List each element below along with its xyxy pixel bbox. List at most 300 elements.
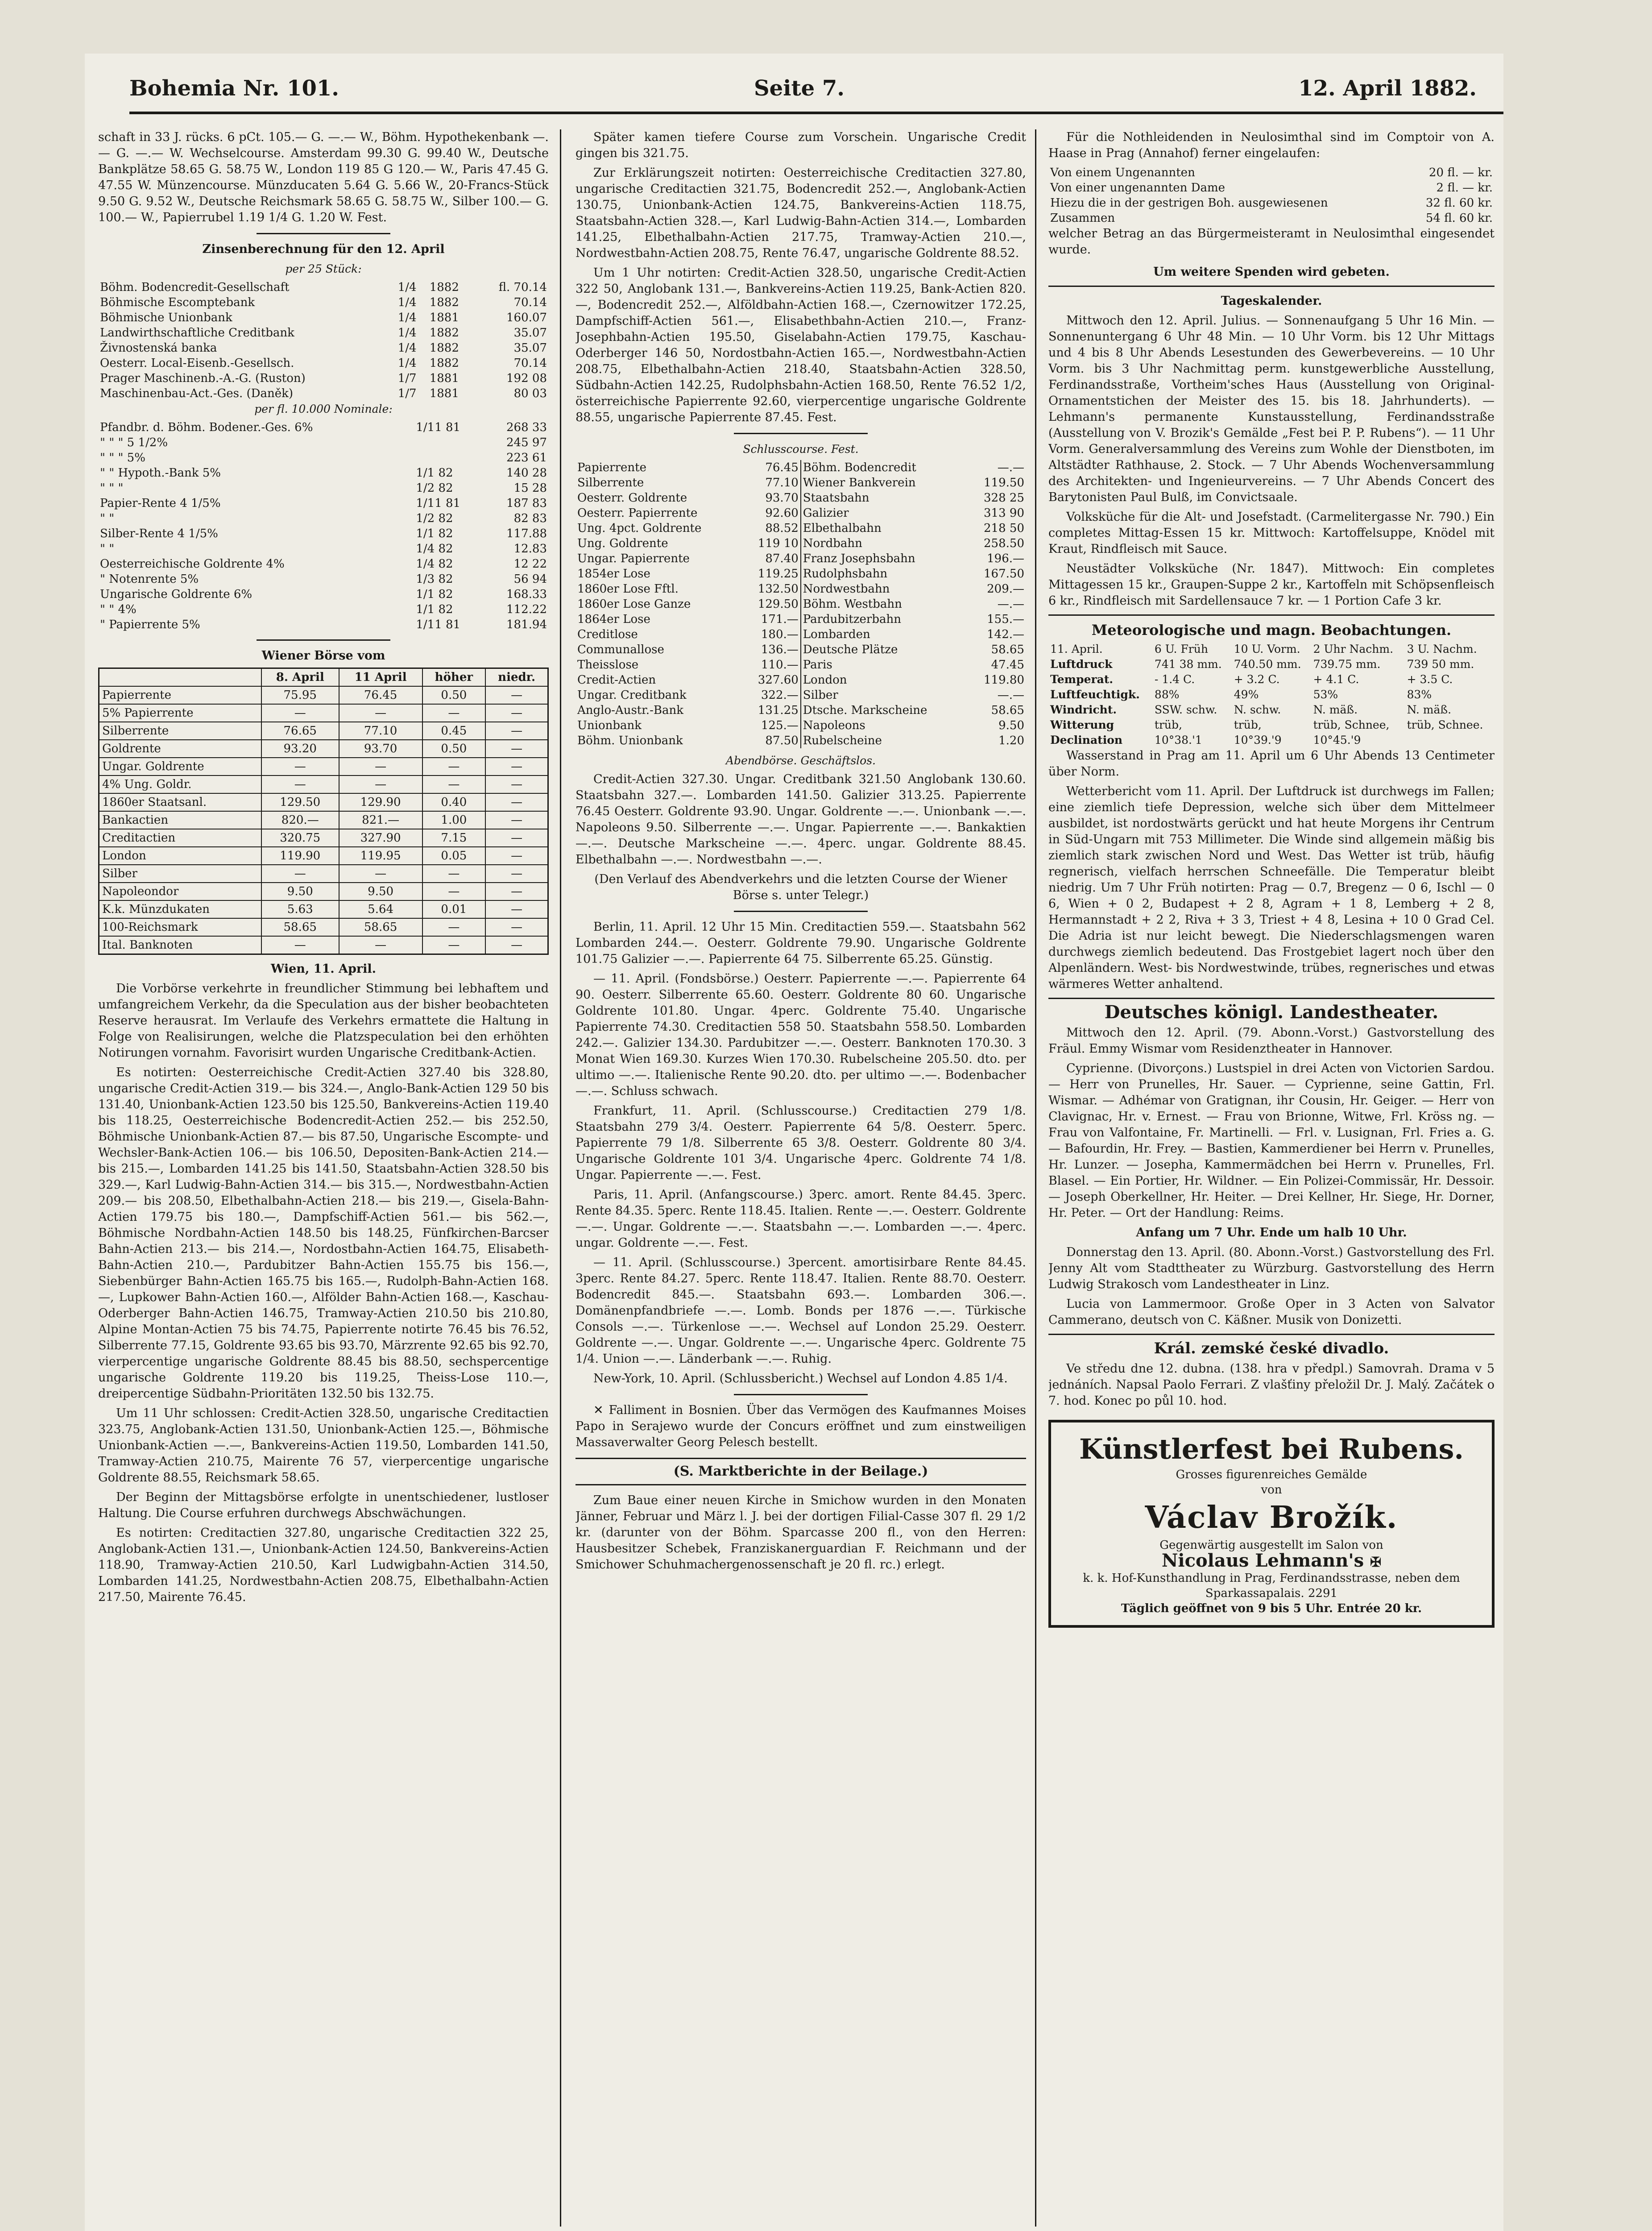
security-name: Communallose [577, 643, 664, 656]
price-cell: — [339, 758, 422, 775]
security-name: Papierrente [99, 686, 261, 704]
table-row [576, 566, 1026, 581]
price-cell: — [261, 704, 339, 722]
theater-paragraph: Lucia von Lammermoor. Große Oper in 3 Acten von Salvator Cammerano, deutsch von C. Käßner. Musik von Donizetti. [1048, 1297, 1495, 1327]
year: 1882 [429, 357, 459, 370]
fraction: 1/4 [397, 326, 417, 340]
price-cell: — [485, 722, 548, 740]
amount: 140 28 [506, 466, 547, 480]
fonds-paragraph: — 11. April. (Fondsbörse.) Oesterr. Papierrente —.—. Papierrente 64 90. Oesterr. Silberrente 65.60. Oesterr. Goldrente 80 60. Ungarische Goldrente 101.80. Ungar. 4perc. Goldrente 75.40. Ungarische Papierrente 74.30. Creditactien 558 50. Staatsbahn 558.50. Lombarden 242.—. Galizier 134.30. Pardubitzer —.—. Oesterr. Banknoten 170.30. 3 Monat Wien 169.30. Kurzes Wien 170.30. Rubelscheine 205.50. dto. per ultimo —.—. Italienische Rente 90.20. dto. per ultimo —.—. Bodenbacher —.—. Schluss schwach. [576, 972, 1026, 1098]
masthead-date: 12. April 1882. [1298, 76, 1477, 101]
table-row [99, 686, 548, 704]
table-row [99, 704, 548, 722]
wasserstand-paragraph: Wasserstand in Prag am 11. April um 6 Uhr Abends 13 Centimeter über Norm. [1048, 749, 1495, 779]
table-row [576, 536, 1026, 551]
zinsen-subtitle: per 25 Stück: [285, 262, 362, 275]
amount: 35.07 [513, 326, 547, 340]
amount: 268 33 [506, 421, 547, 434]
security-name: 5% Papierrente [99, 704, 261, 722]
measure-value: trüb, Schnee. [1407, 718, 1483, 731]
table-row [576, 657, 1026, 672]
theater-paragraph: Mittwoch den 12. April. (79. Abonn.-Vorst.) Gastvorstellung des Fräul. Emmy Wismar vom Residenztheater in Hannover. [1048, 1026, 1495, 1056]
measure-value: + 4.1 C. [1313, 673, 1359, 686]
year: 1882 [429, 341, 459, 355]
price-cell: 131.25 [742, 703, 801, 718]
ad-subline: Grosses figurenreiches Gemälde [1176, 1468, 1367, 1481]
price-cell: 328 25 [984, 491, 1024, 505]
notleid-paragraph: Für die Nothleidenden in Neulosimthal sind im Comptoir von A. Haase in Prag (Annahof) ferner eingelaufen: [1048, 130, 1495, 160]
security-name: Böhmische Escomptebank [100, 296, 255, 309]
year: 1882 [429, 296, 459, 309]
marktberichte-banner: (S. Marktberichte in der Beilage.) [576, 1458, 1026, 1485]
security-name: Silberrente [99, 722, 261, 740]
rubens-advertisement [1048, 1420, 1495, 1628]
measure-value: 88% [1154, 688, 1180, 701]
table-row [1048, 657, 1495, 672]
table-row [98, 587, 549, 602]
table-row [98, 280, 549, 295]
table-row [98, 420, 549, 435]
nominale-subtitle: per fl. 10.000 Nominale: [254, 402, 393, 415]
amount: 112.22 [506, 603, 547, 616]
security-name: Oesterreichische Goldrente 4% [100, 557, 285, 571]
table-row [576, 672, 1026, 688]
security-name: Ung. 4pct. Goldrente [577, 522, 702, 535]
table-row [576, 718, 1026, 733]
fraction: 1/7 [397, 372, 417, 385]
ad-headline: Künstlerfest bei Rubens. [1079, 1433, 1464, 1465]
price-cell: 322.— [742, 688, 801, 703]
table-row [98, 340, 549, 356]
table-row [576, 460, 1026, 475]
measure-value: trüb, [1154, 718, 1182, 731]
security-name: Böhm. Westbahn [803, 597, 902, 611]
price-cell: —.— [997, 461, 1024, 474]
price-cell: 119.80 [984, 673, 1024, 687]
security-name: Goldrente [99, 740, 261, 758]
security-name: Silber-Rente 4 1/5% [100, 527, 218, 540]
amount: 54 fl. 60 kr. [1425, 211, 1493, 225]
year: 1881 [429, 387, 459, 400]
column-header: 3 U. Nachm. [1407, 643, 1477, 655]
price-cell: 821.— [339, 811, 422, 829]
coupon-date: 1/1 82 [416, 527, 453, 540]
security-name: Böhm. Bodencredit-Gesellschaft [100, 281, 290, 294]
security-name: " Notenrente 5% [100, 572, 199, 586]
security-name: Napoleondor [99, 883, 261, 900]
tageskalender-paragraph: Mittwoch den 12. April. Julius. — Sonnenaufgang 5 Uhr 16 Min. — Sonnenuntergang 6 Uhr 48 Min. — 10 Uhr Vorm. bis 12 Uhr Mittags und 4 bis 8 Uhr Abends Lesestunden des Gewerbevereins. — 10 Uhr Vorm. bis 3 Uhr Nachmittag perm. kunstgewerbliche Ausstellung, Ferdinandsstraße, Vortheim'sches Haus (Ausstellung von Original-Ornamentstichen der Meister des 15. bis 18. Jahrhunderts). — Lehmann's permanente Kunstausstellung, Ferdinandsstraße (Ausstellung von V. Brozik's Gemälde „Fest bei P. P. Rubens“). — 11 Uhr Vorm. Generalversammlung des Vereins zum Wohle der Dienstboten, im Altstädter Rathhause, 2. Stock. — 7 Uhr Abends Wochenversammlung des Architekten- und Ingenieurvereins. — 7 Uhr Abends Concert des Barytonisten Paul Bulß, im Convictsaale. [1048, 314, 1495, 504]
security-name: Ungarische Goldrente 6% [100, 588, 253, 601]
price-cell: — [485, 686, 548, 704]
table-row [576, 688, 1026, 703]
security-name: Nordwestbahn [803, 582, 890, 596]
price-cell: 125.— [742, 718, 801, 733]
price-cell: — [339, 865, 422, 883]
table-row [98, 617, 549, 632]
price-cell: 1.00 [422, 811, 486, 829]
table-row [1048, 702, 1495, 717]
year: 1881 [429, 372, 459, 385]
price-cell: 0.40 [422, 793, 486, 811]
security-name: Bankactien [99, 811, 261, 829]
amount: 12.83 [513, 542, 547, 556]
abend-note: (Den Verlauf des Abendverkehrs und die letzten Course der Wiener Börse s. unter Telegr.) [594, 872, 1007, 902]
measure-name: Luftdruck [1050, 658, 1113, 671]
measure-value: + 3.5 C. [1407, 673, 1453, 686]
price-cell: — [485, 865, 548, 883]
table-row [99, 829, 548, 847]
fraction: 1/4 [397, 296, 417, 309]
table-row [99, 900, 548, 918]
paris-paragraph: Paris, 11. April. (Anfangscourse.) 3perc. amort. Rente 84.45. 3perc. Rente 84.35. 5perc. Rente 118.45. Italien. Rente —.—. Oesterr. Goldrente —.—. Ungar. Goldrente —.—. Staatsbahn —.—. Lombarden —.—. 4perc. ungar. Goldrente —.—. Fest. [576, 1188, 1026, 1250]
price-cell: 76.45 [742, 460, 801, 475]
price-cell: — [339, 704, 422, 722]
coupon-date: 1/4 82 [416, 557, 453, 571]
coupon-date: 1/1 82 [416, 588, 453, 601]
abend-title: Abendbörse. Geschäftslos. [725, 754, 876, 767]
coupon-date: 1/2 82 [416, 512, 453, 525]
separator [257, 233, 390, 234]
spenden-table [1048, 165, 1495, 226]
security-name: Oesterr. Papierrente [577, 506, 698, 520]
wiener-boerse-table [98, 668, 549, 955]
amount: 32 fl. 60 kr. [1425, 196, 1493, 210]
separator [734, 911, 868, 912]
price-cell: 76.45 [339, 686, 422, 704]
security-name: 1860er Staatsanl. [99, 793, 261, 811]
price-cell: 119.90 [261, 847, 339, 865]
security-name: 4% Ung. Goldr. [99, 775, 261, 793]
theater-paragraph: Cyprienne. (Divorçons.) Lustspiel in drei Acten von Victorien Sardou. — Herr von Prunelles, Hr. Sauer. — Cyprienne, seine Gattin, Frl. Wismar. — Adhémar von Gratignan, ihr Cousin, Hr. Geiger. — Herr von Clavignac, Hr. v. Ernest. — Frau von Brionne, Witwe, Frl. Kröss ng. — Frau von Valfontaine, Fr. Martinelli. — Frl. v. Lusignan, Frl. Fries a. G. — Bafourdin, Hr. Frey. — Bastien, Kammerdiener bei Herrn v. Prunelles, Hr. Lunzer. — Josepha, Kammermädchen bei Herrn v. Prunelles, Frl. Blasel. — Ein Portier, Hr. Wildner. — Ein Polizei-Commissär, Hr. Dessoir. — Joseph Oberkellner, Hr. Heiter. — Drei Kellner, Hr. Siege, Hr. Dorner, Hr. Peter. — Ort der Handlung: Reims. [1048, 1062, 1495, 1220]
price-cell: 258.50 [984, 537, 1024, 550]
amount: 181.94 [506, 618, 547, 631]
price-cell: 171.— [742, 612, 801, 627]
wien-paragraph: Der Beginn der Mittagsbörse erfolgte in unentschiedener, lustloser Haltung. Die Course erfuhren durchwegs Abschwächungen. [98, 1490, 549, 1520]
price-cell: 196.— [987, 552, 1024, 565]
price-cell: 129.90 [339, 793, 422, 811]
security-name: " " 4% [100, 603, 137, 616]
table-row [1048, 717, 1495, 733]
price-cell: — [485, 829, 548, 847]
measure-value: trüb, Schnee, [1313, 718, 1390, 731]
table-row [99, 722, 548, 740]
nominale-table [98, 420, 549, 632]
price-cell: 0.01 [422, 900, 486, 918]
coupon-date: 1/11 81 [416, 497, 461, 510]
table-row [99, 865, 548, 883]
price-cell: 9.50 [998, 719, 1024, 732]
price-cell: — [261, 758, 339, 775]
wien-title: Wien, 11. April. [270, 962, 377, 976]
price-cell: 119.50 [984, 476, 1024, 489]
table-row [98, 572, 549, 587]
paris-paragraph: — 11. April. (Schlusscourse.) 3percent. amortisirbare Rente 84.45. 3perc. Rente 84.27. 5perc. Rente 118.47. Italien. Rente 88.70. Oesterr. Bodencredit 845.—. Staatsbahn 693.—. Lombarden 306.—. Domänenpfandbriefe —.—. Lomb. Bonds per 1876 —.—. Türkische Consols —.—. Türkenlose —.—. Wechsel auf London 25.29. Oesterr. Goldrente —.—. Ungar. Goldrente —.—. Ungarische 4perc. Goldrente 75 1/4. Union —.—. Länderbank —.—. Ruhig. [576, 1256, 1026, 1366]
price-cell: — [261, 936, 339, 954]
price-cell: — [485, 847, 548, 865]
amount: 70.14 [513, 296, 547, 309]
year: 1881 [429, 311, 459, 324]
price-cell: 47.45 [991, 658, 1024, 672]
fraction: 1/4 [397, 357, 417, 370]
tageskalender-title: Tageskalender. [1221, 294, 1322, 308]
security-name: London [803, 673, 847, 687]
masthead-page-number: Seite 7. [754, 76, 845, 101]
schluss-title: Schlusscourse. Fest. [743, 443, 859, 456]
security-name: Pardubitzerbahn [803, 613, 901, 626]
divadlo-title: Král. zemské české divadlo. [1154, 1339, 1389, 1357]
column-header: 8. April [261, 668, 339, 687]
table-row [98, 602, 549, 617]
table-row [1048, 733, 1495, 748]
fraction: 1/4 [397, 281, 417, 294]
price-cell: 58.65 [991, 704, 1024, 717]
security-name: Creditlose [577, 628, 638, 641]
price-cell: 77.10 [742, 475, 801, 490]
price-cell: 93.20 [261, 740, 339, 758]
meteo-table [1048, 642, 1495, 748]
separator [1048, 998, 1495, 999]
amount: 80 03 [513, 387, 547, 400]
security-name: Deutsche Plätze [803, 643, 898, 656]
price-cell: 75.95 [261, 686, 339, 704]
price-cell: 327.60 [742, 672, 801, 688]
price-cell: — [485, 918, 548, 936]
year: 1882 [429, 281, 459, 294]
security-name: Theisslose [577, 658, 639, 672]
price-cell: 0.50 [422, 740, 486, 758]
security-name: " Papierrente 5% [100, 618, 200, 631]
price-cell: 87.40 [742, 551, 801, 566]
table-row [576, 703, 1026, 718]
column-header: 2 Uhr Nachm. [1313, 643, 1394, 655]
security-name: Oesterr. Goldrente [577, 491, 687, 505]
security-name: Lombarden [803, 628, 870, 641]
measure-value: - 1.4 C. [1154, 673, 1195, 686]
price-cell: 92.60 [742, 506, 801, 521]
security-name: Ungar. Papierrente [577, 552, 690, 565]
security-name: Papierrente [577, 461, 646, 474]
price-cell: — [261, 865, 339, 883]
security-name: " " Hypoth.-Bank 5% [100, 466, 221, 480]
security-name: " " " 5% [100, 451, 145, 464]
landestheater-title: Deutsches königl. Landestheater. [1104, 1002, 1439, 1023]
amount: 20 fl. — kr. [1428, 166, 1493, 179]
coupon-date: 1/3 82 [416, 572, 453, 586]
measure-value: 10°45.'9 [1313, 734, 1361, 746]
price-cell: 5.63 [261, 900, 339, 918]
table-row [98, 481, 549, 496]
price-cell: 136.— [742, 642, 801, 657]
exchange-intro: schaft in 33 J. rücks. 6 pCt. 105.— G. —.— W., Böhm. Hypothekenbank —.— G. —.— W. Wechselcourse. Amsterdam 99.30 G. 99.40 W., Deutsche Bankplätze 58.65 G. 58.75 W., London 119 85 G 120.— W., Paris 47.45 G. 47.55 W. Münzencourse. Münzducaten 5.64 G. 5.66 W., 20-Francs-Stück 9.50 G. 9.52 W., Deutsche Reichsmark 58.65 G. 58.75 W., Silber 100.— G. 100.— W., Papierrubel 1.19 1/4 G. 1.20 W. Fest. [98, 130, 549, 224]
measure-value: N. mäß. [1313, 703, 1358, 716]
price-cell: 88.52 [742, 521, 801, 536]
price-cell: — [485, 740, 548, 758]
security-name: Unionbank [577, 719, 642, 732]
donor: Von einem Ungenannten [1050, 166, 1195, 179]
boerse-title: Wiener Börse vom [261, 649, 385, 663]
table-row [99, 740, 548, 758]
price-cell: 119.95 [339, 847, 422, 865]
price-cell: 58.65 [261, 918, 339, 936]
measure-value: 739 50 mm. [1407, 658, 1474, 671]
price-cell: — [485, 811, 548, 829]
measure-value: 10°38.'1 [1154, 734, 1202, 746]
security-name: Elbethalbahn [803, 522, 882, 535]
donor: Von einer ungenannten Dame [1050, 181, 1226, 195]
separator [1048, 1334, 1495, 1335]
theater-times: Anfang um 7 Uhr. Ende um halb 10 Uhr. [1136, 1226, 1407, 1240]
frankfurt-paragraph: Frankfurt, 11. April. (Schlusscourse.) Creditactien 279 1/8. Staatsbahn 279 3/4. Oesterr. Papierrente 64 5/8. Oesterr. 5perc. Papierrente 79 1/8. Silberrente 65 3/8. Oesterr. Goldrente 80 3/4. Ungarische Goldrente 101 3/4. Ungarische 4perc. Goldrente 74 1/8. Ungar. Papierrente —.—. Fest. [576, 1104, 1026, 1182]
security-name: Anglo-Austr.-Bank [577, 704, 683, 717]
column-divider [560, 129, 561, 2227]
abend-paragraph: Credit-Actien 327.30. Ungar. Creditbank 321.50 Anglobank 130.60. Staatsbahn 327.—. Lombarden 141.50. Galizier 313.25. Papierrente 76.45 Oesterr. Goldrente 93.90. Ungar. Goldrente —.—. Unionbank —.—. Napoleons 9.50. Silberrente —.—. Ungar. Papierrente —.—. Bankaktien —.—. Deutsche Markscheine —.—. 4perc. ungar. Goldrente 88.45. Elbethalbahn —.—. Nordwestbahn —.—. [576, 772, 1026, 867]
price-cell: — [485, 793, 548, 811]
column-divider [1035, 129, 1036, 2227]
security-name: Ungar. Creditbank [577, 688, 687, 702]
amount: 70.14 [513, 357, 547, 370]
security-name: Silber [99, 865, 261, 883]
price-cell: — [485, 936, 548, 954]
measure-value: 739.75 mm. [1313, 658, 1381, 671]
column-header: 10 U. Vorm. [1234, 643, 1300, 655]
security-name: Nordbahn [803, 537, 862, 550]
price-cell: 129.50 [742, 597, 801, 612]
masthead-title: Bohemia Nr. 101. [129, 76, 339, 101]
measure-value: SSW. schw. [1154, 703, 1217, 716]
separator [1048, 286, 1495, 287]
column-header [99, 668, 261, 687]
cross-icon: ✕ [593, 1403, 609, 1417]
newspaper-page [85, 54, 1503, 2231]
security-name: " " [100, 542, 115, 556]
column-header: 6 U. Früh [1154, 643, 1208, 655]
price-cell: 820.— [261, 811, 339, 829]
table-row [1048, 165, 1495, 180]
security-name: Oesterr. Local-Eisenb.-Gesellsch. [100, 357, 294, 370]
price-cell: 93.70 [742, 490, 801, 506]
fraction: 1/4 [397, 311, 417, 324]
table-row [98, 556, 549, 572]
coupon-date: 1/1 82 [416, 466, 453, 480]
table-row [1048, 672, 1495, 687]
price-cell: 167.50 [984, 567, 1024, 581]
theater-paragraph: Donnerstag den 13. April. (80. Abonn.-Vorst.) Gastvorstellung des Frl. Jenny Alt vom Stadttheater zu Würzburg. Gastvorstellung des Herrn Ludwig Strakosch vom Landestheater in Linz. [1048, 1245, 1495, 1291]
table-row [1048, 180, 1495, 195]
divadlo-paragraph: Ve středu dne 12. dubna. (138. hra v předpl.) Samovrah. Drama v 5 jednáních. Napsal Paolo Ferrari. Z vlašťiny přeložil Dr. J. Malý. Začátek o 7. hod. Konec po půl 10. hod. [1048, 1362, 1495, 1408]
measure-value: 83% [1407, 688, 1432, 701]
table-row [576, 581, 1026, 597]
table-row [576, 597, 1026, 612]
market-paragraph: Zur Erklärungszeit notirten: Oesterreichische Creditactien 327.80, ungarische Creditactien 321.75, Bodencredit 252.—, Anglobank-Actien 130.75, Unionbank-Actien 124.75, Bankvereins-Actien 118.75, Staatsbahn-Actien 328.—, Karl Ludwig-Bahn-Actien 314.—, Lombarden 141.25, Elbethalbahn-Actien 217.75, Tramway-Actien 210.—, Nordwestbahn-Actien 208.75, Rente 76.47, ungarische Goldrente 88.52. [576, 166, 1026, 260]
amount: 12 22 [513, 557, 547, 571]
donor: Zusammen [1050, 211, 1115, 225]
table-row [98, 356, 549, 371]
table-row [576, 551, 1026, 566]
table-row [98, 450, 549, 465]
table-row [576, 506, 1026, 521]
amount: 245 97 [506, 436, 547, 449]
price-cell: 129.50 [261, 793, 339, 811]
security-name: London [99, 847, 261, 865]
column-2 [576, 129, 1026, 2227]
security-name: Ital. Banknoten [99, 936, 261, 954]
security-name: 1860er Lose Fftl. [577, 582, 679, 596]
table-header-row [99, 668, 548, 687]
table-row [576, 612, 1026, 627]
newyork-paragraph: New-York, 10. April. (Schlussbericht.) Wechsel auf London 4.85 1/4. [593, 1372, 1008, 1385]
fraction: 1/7 [397, 387, 417, 400]
kirche-paragraph: Zum Baue einer neuen Kirche in Smichow wurden in den Monaten Jänner, Februar und März l. J. bei der dortigen Filial-Casse 307 fl. 29 1/2 kr. (darunter von der Böhm. Sparcasse 200 fl., von den Herren: Hausbesitzer Schebek, Franziskanerguardian F. Reichmann und der Smichower Schuhmachergenossenschaft je 20 fl. rc.) erlegt. [576, 1493, 1026, 1572]
security-name: Landwirthschaftliche Creditbank [100, 326, 294, 340]
measure-value: trüb, [1234, 718, 1262, 731]
table-row [98, 310, 549, 325]
security-name: Maschinenbau-Act.-Ges. (Daněk) [100, 387, 294, 400]
table-row [98, 325, 549, 340]
amount: 56 94 [513, 572, 547, 586]
table-row [98, 435, 549, 450]
table-row [576, 521, 1026, 536]
table-row [576, 642, 1026, 657]
amount: 160.07 [506, 311, 547, 324]
table-row [576, 490, 1026, 506]
security-name: Wiener Bankverein [803, 476, 916, 489]
security-name: 1860er Lose Ganze [577, 597, 691, 611]
eagle-icon: ✠ [1370, 1555, 1382, 1570]
table-row [99, 775, 548, 793]
security-name: Živnostenská banka [100, 341, 217, 355]
price-cell: 58.65 [339, 918, 422, 936]
ad-artist: Václav Brožík. [1145, 1500, 1398, 1535]
wien-paragraph: Die Vorbörse verkehrte in freundlicher Stimmung bei lebhaftem und umfangreichem Verkehr, da die Speculation aus der bisher beobachteten Reserve herausrat. Im Verlaufe des Verkehrs ermattete die Haltung in Folge von Realisirungen, welche die Platzspeculation bei den erhöhten Notirungen vornahm. Favorisirt wurden Ungarische Creditbank-Actien. [98, 982, 549, 1060]
price-cell: — [485, 704, 548, 722]
amount: 223 61 [506, 451, 547, 464]
price-cell: 132.50 [742, 581, 801, 597]
table-row [98, 295, 549, 310]
security-name: " " " [100, 481, 124, 495]
price-cell: — [261, 775, 339, 793]
spenden-note: welcher Betrag an das Bürgermeisteramt in Neulosimthal eingesendet wurde. [1048, 227, 1495, 257]
meteo-title: Meteorologische und magn. Beobachtungen. [1091, 622, 1452, 639]
table-header-row [1048, 642, 1495, 657]
zinsen-table [98, 280, 549, 401]
market-paragraph: Um 1 Uhr notirten: Credit-Actien 328.50, ungarische Credit-Actien 322 50, Anglobank 131.—, Bankvereins-Actien 119.25, Bank-Actien 820.—, Bodencredit 252.—, Alföldbahn-Actien 168.—, Czernowitzer 172.25, Dampfschiff-Actien 561.—, Elisabethbahn-Actien 210.—, Franz-Josephbahn-Actien 195.50, Giselabahn-Actien 179.75, Kaschau-Oderberger 146 50, Nordostbahn-Actien 165.—, Nordwestbahn-Actien 208.75, Elbethalbahn-Actien 218.40, Staatsbahn-Actien 328.50, Südbahn-Actien 142.25, Rudolphsbahn-Actien 168.50, Rente 76.52 1/2, österreichische Papierrente 92.60, vierpercentige ungarische Goldrente 88.55, ungarische Papierrente 87.45. Fest. [576, 266, 1026, 424]
separator [1048, 614, 1495, 616]
coupon-date: 1/1 82 [416, 603, 453, 616]
security-name: Staatsbahn [803, 491, 869, 505]
price-cell: 77.10 [339, 722, 422, 740]
zinsen-title: Zinsenberechnung für den 12. April [202, 242, 445, 256]
security-name: Credit-Actien [577, 673, 656, 687]
security-name: Paris [803, 658, 832, 672]
measure-value: 10°39.'9 [1234, 734, 1282, 746]
amount: 187 83 [506, 497, 547, 510]
measure-value [1405, 733, 1495, 748]
table-row [98, 496, 549, 511]
security-name: Napoleons [803, 719, 865, 732]
amount: 2 fl. — kr. [1436, 181, 1493, 195]
price-cell: —.— [997, 597, 1024, 611]
ad-gallery [1058, 1550, 1485, 1571]
price-cell: — [339, 936, 422, 954]
price-cell: — [422, 918, 486, 936]
price-cell: 119.25 [742, 566, 801, 581]
table-row [1048, 211, 1495, 226]
wien-paragraph: Es notirten: Oesterreichische Credit-Actien 327.40 bis 328.80, ungarische Credit-Actien 319.— bis 324.—, Anglo-Bank-Actien 129 50 bis 131.40, Unionbank-Actien 123.50 bis 125.50, Bankvereins-Actien 119.40 bis 118.25, Oesterreichische Bodencredit-Actien 252.— bis 252.50, Böhmische Unionbank-Actien 87.— bis 87.50, Ungarische Escompte- und Wechsler-Bank-Actien 106.— bis 106.50, Depositen-Bank-Actien 214.— bis 215.—, Lombarden 141.25 bis 141.50, Staatsbahn-Actien 328.50 bis 329.—, Karl Ludwig-Bahn-Actien 314.— bis 315.—, Nordwestbahn-Actien 209.— bis 208.50, Elbethalbahn-Actien 218.— bis 219.—, Gisela-Bahn-Actien 179.75 bis 180.—, Dampfschiff-Actien 561.— bis 562.—, Böhmische Nordbahn-Actien 148.50 bis 148.25, Fünfkirchen-Barcser Bahn-Actien 213.— bis 214.—, Nordostbahn-Actien 164.75, Elisabeth-Bahn-Actien 210.—, Pardubitzer Bahn-Actien 155.75 bis 156.—, Siebenbürger Bahn-Actien 165.75 bis 165.—, Rudolph-Bahn-Actien 168.—, Lupkower Bahn-Actien 160.—, Alfölder Bahn-Actien 168.—, Kaschau-Oderberger Bahn-Actien 146.75, Tramway-Actien 210.50 bis 210.80, Alpine Montan-Actien 75 bis 74.75, Papierrente notirte 76.45 bis 76.52, Silberrente 77.15, Goldrente 93.65 bis 93.70, Märzrente 92.65 bis 92.70, vierpercentige ungarische Goldrente 88.45 bis 88.50, sechspercentige ungarische Goldrente 119.20 bis 119.25, Theiss-Lose 110.—, dreipercentige Südbahn-Prioritäten 132.50 bis 132.75. [98, 1066, 549, 1401]
measure-value: 741 38 mm. [1154, 658, 1222, 671]
table-row [576, 475, 1026, 490]
table-row [98, 511, 549, 526]
security-name: " " " 5 1/2% [100, 436, 168, 449]
